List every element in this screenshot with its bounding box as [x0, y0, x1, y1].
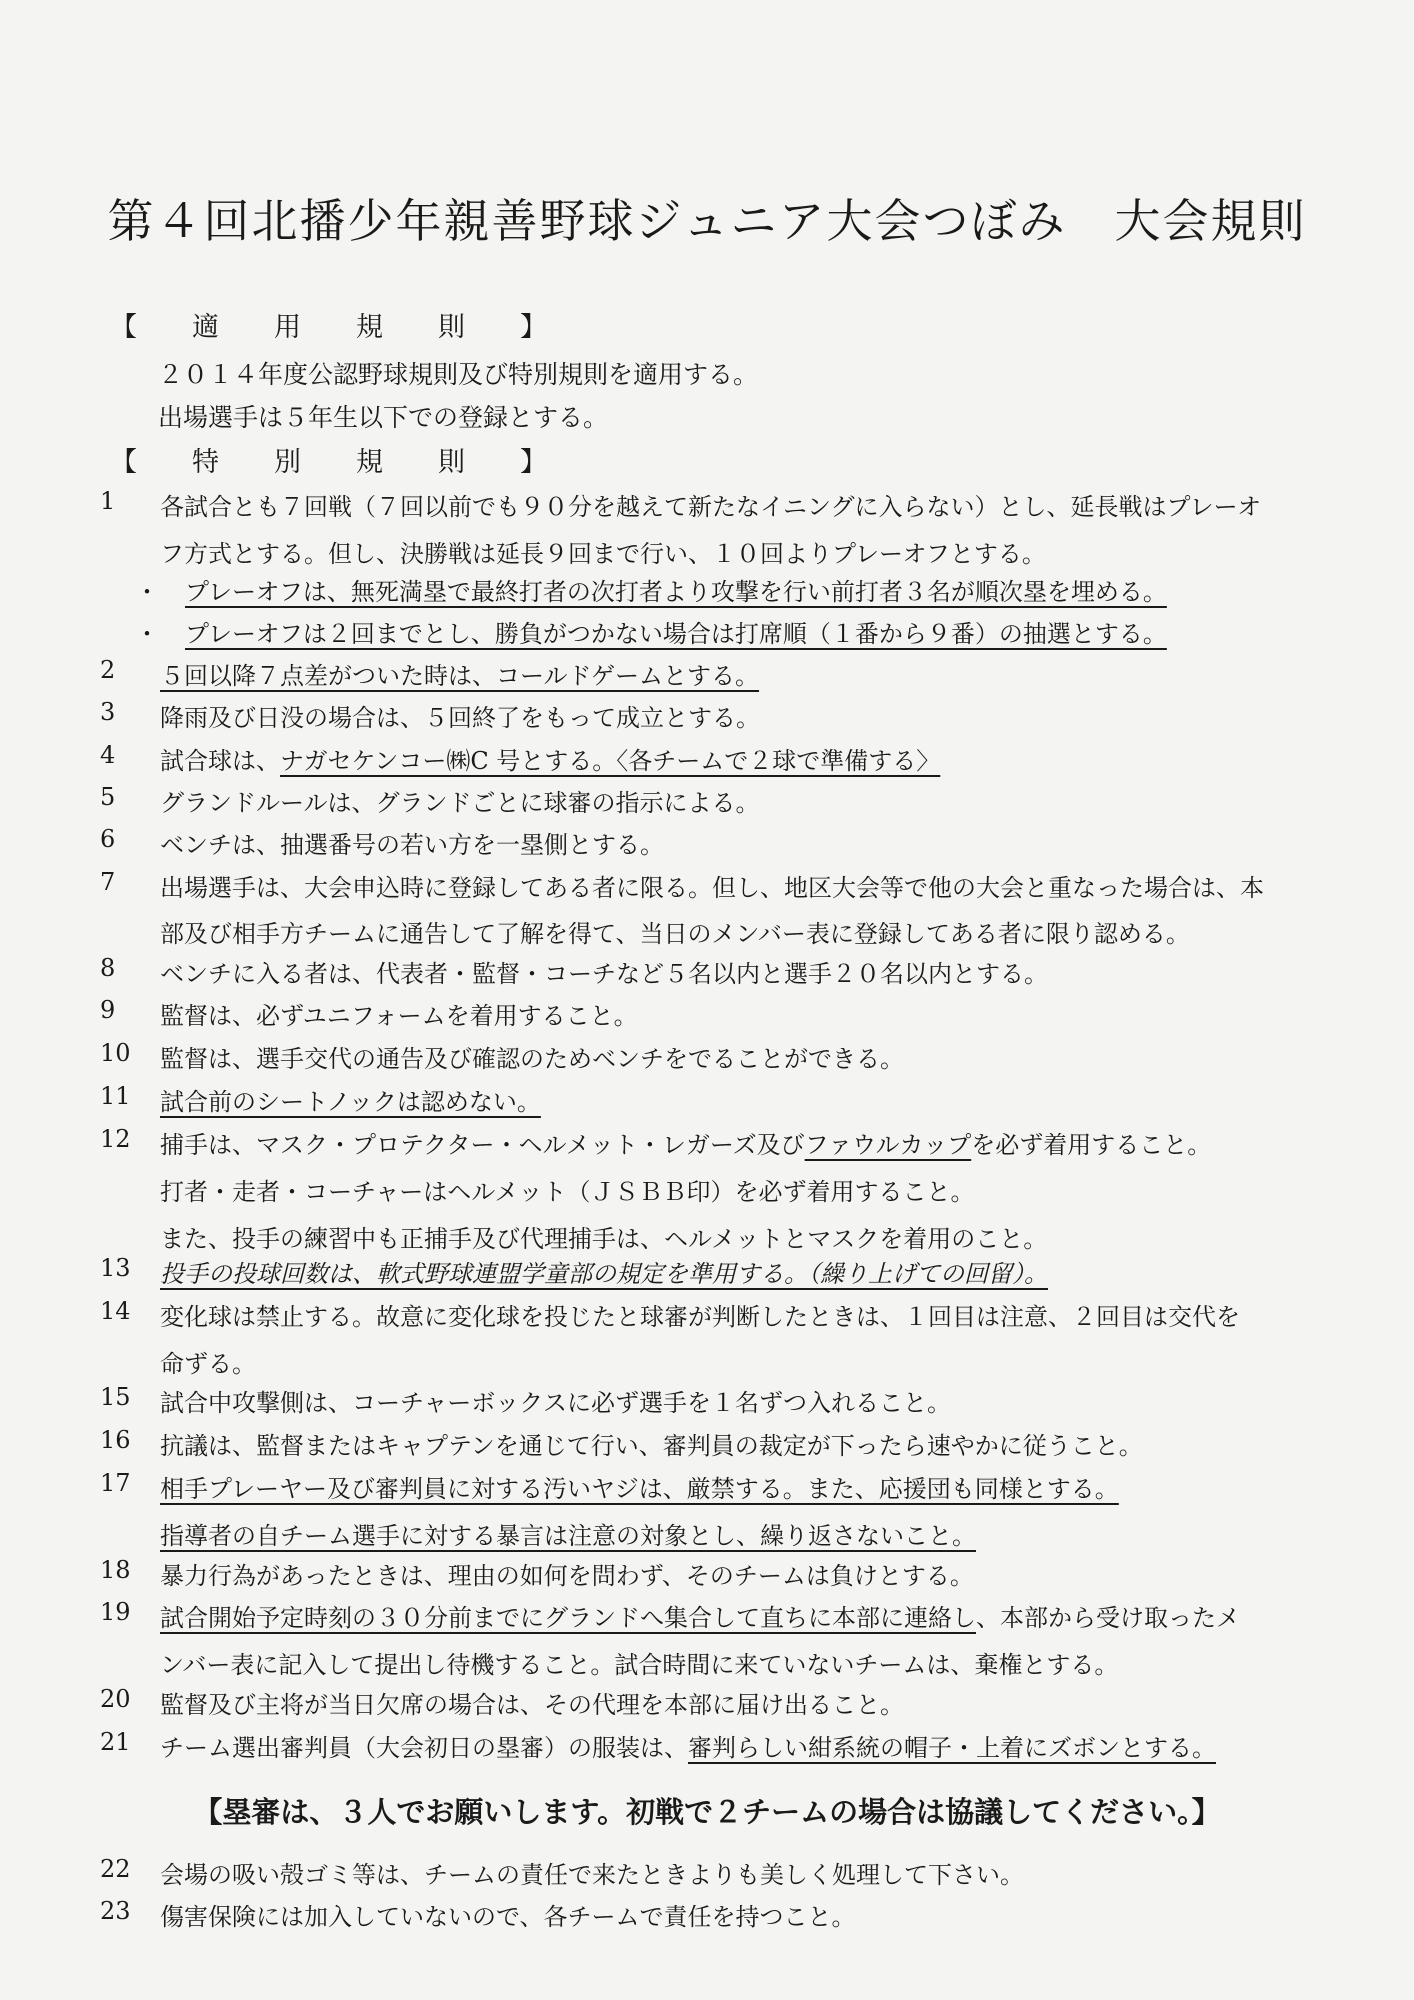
rule-subitem: [135, 572, 1167, 607]
rule-text: [160, 741, 940, 776]
umpire-notice: 【塁審は、３人でお願いします。初戦で２チームの場合は協議してください。】: [193, 1795, 1221, 1829]
rule-text-part: を必ず着用すること。: [971, 1131, 1212, 1159]
rule-text-part: 試合球は、: [160, 747, 280, 775]
rule-number: 7: [100, 868, 116, 896]
rule-item: [100, 1728, 1350, 1763]
rule-number: 19: [100, 1598, 131, 1626]
rule-text: 暴力行為があったときは、理由の如何を問わず、そのチームは負けとする。: [160, 1562, 974, 1590]
rule-line: 変化球は禁止する。故意に変化球を投じたと球審が判断したときは、１回目は注意、２回目は交代を: [160, 1303, 1240, 1331]
applicable-rule-line: ２０１４年度公認野球規則及び特別規則を適用する。: [158, 360, 759, 389]
rule-text: [160, 1728, 1216, 1763]
rule-item: [100, 656, 1350, 691]
rule-item: [100, 868, 1350, 949]
rule-number: 6: [100, 825, 116, 853]
applicable-rules-heading: 【 適 用 規 則 】: [110, 312, 561, 343]
rule-number: 4: [100, 741, 116, 769]
rule-number: 15: [100, 1383, 131, 1411]
rule-number: 14: [100, 1297, 131, 1325]
applicable-rule-line: 出場選手は５年生以下での登録とする。: [158, 403, 609, 432]
rule-number: 3: [100, 698, 116, 726]
rule-number: 5: [100, 783, 116, 811]
rule-number: 17: [100, 1469, 131, 1497]
rule-item: [100, 1556, 1350, 1591]
rule-number: 13: [100, 1254, 131, 1282]
rule-text: 傷害保険には加入していないので、各チームで責任を持つこと。: [160, 1903, 856, 1931]
rule-text: [160, 1469, 1119, 1551]
rule-number: 16: [100, 1426, 131, 1454]
rule-text: ５回以降７点差がついた時は、コールドゲームとする。: [160, 662, 760, 690]
rule-text: 投手の投球回数は、軟式野球連盟学童部の規定を準用する。（繰り上げての回留）。: [160, 1260, 1048, 1288]
rule-line: フ方式とする。但し、決勝戦は延長９回まで行い、１０回よりプレーオフとする。: [160, 540, 1046, 568]
rule-text-underlined: 試合開始予定時刻の３０分前までにグランドへ集合して直ちに本部に連絡し: [160, 1604, 976, 1632]
rule-text-underlined: ファウルカップ: [804, 1131, 972, 1159]
rule-item: [100, 1855, 1350, 1890]
rule-item: [100, 1383, 1350, 1418]
rule-text: 監督は、選手交代の通告及び確認のためベンチをでることができる。: [160, 1045, 904, 1073]
rule-text: 監督及び主将が当日欠席の場合は、その代理を本部に届け出ること。: [160, 1691, 904, 1719]
bullet: ・: [135, 620, 159, 648]
rule-text: [160, 1125, 1211, 1254]
rule-item: [100, 954, 1350, 989]
rule-text-underlined: ナガセケンコー㈱C 号とする。〈各チームで２球で準備する〉: [280, 747, 941, 775]
rule-line: 打者・走者・コーチャーはヘルメット（ＪＳＢＢ印）を必ず着用すること。: [160, 1178, 975, 1206]
rule-text-part: 捕手は、マスク・プロテクター・ヘルメット・レガーズ及び: [160, 1131, 805, 1159]
rule-text-underlined: 審判らしい紺系統の帽子・上着にズボンとする。: [688, 1734, 1216, 1762]
rule-text: [160, 1297, 1240, 1379]
rule-text: 試合中攻撃側は、コーチャーボックスに必ず選手を１名ずつ入れること。: [160, 1389, 952, 1417]
rule-text: ベンチに入る者は、代表者・監督・コーチなど５名以内と選手２０名以内とする。: [160, 960, 1048, 988]
rule-line: また、投手の練習中も正捕手及び代理捕手は、ヘルメットとマスクを着用のこと。: [160, 1225, 1048, 1253]
rule-item: [100, 783, 1350, 818]
rule-text: [160, 487, 1261, 569]
rule-number: 10: [100, 1039, 131, 1067]
rule-number: 8: [100, 954, 116, 982]
rule-text-part: 、本部から受け取ったメ: [976, 1604, 1240, 1632]
rule-number: 9: [100, 996, 116, 1024]
rule-item: [100, 1598, 1350, 1680]
rule-item: [100, 1469, 1350, 1551]
rule-number: 1: [100, 487, 116, 515]
rule-number: 20: [100, 1685, 131, 1713]
rule-line: 部及び相手方チームに通告して了解を得て、当日のメンバー表に登録してある者に限り認める。: [160, 920, 1190, 948]
rule-text: 抗議は、監督またはキャプテンを通じて行い、審判員の裁定が下ったら速やかに従うこと。: [160, 1432, 1143, 1460]
rule-text: [160, 868, 1264, 949]
rule-item: [100, 1039, 1350, 1074]
rule-item: [100, 1297, 1350, 1379]
rule-line: 相手プレーヤー及び審判員に対する汚いヤジは、厳禁する。また、応援団も同様とする。: [160, 1475, 1119, 1503]
rule-item: [100, 741, 1350, 776]
rule-item: [100, 1426, 1350, 1461]
rule-text-part: チーム選出審判員（大会初日の塁審）の服装は、: [160, 1734, 688, 1762]
rule-line: 命ずる。: [160, 1350, 256, 1378]
rule-number: 22: [100, 1855, 131, 1883]
rule-text: グランドルールは、グランドごとに球審の指示による。: [160, 789, 760, 817]
rule-item: [100, 825, 1350, 860]
rule-text: 降雨及び日没の場合は、５回終了をもって成立とする。: [160, 704, 760, 732]
rule-item: [100, 1254, 1350, 1289]
rule-item: [100, 1125, 1350, 1254]
rule-line: 各試合とも７回戦（７回以前でも９０分を越えて新たなイニングに入らない）とし、延長戦はプレーオ: [160, 493, 1262, 521]
rule-item: [100, 1082, 1350, 1117]
rule-number: 18: [100, 1556, 131, 1584]
rule-text: 試合前のシートノックは認めない。: [160, 1088, 541, 1116]
rule-text: [160, 1598, 1240, 1680]
rule-line: ンバー表に記入して提出し待機すること。試合時間に来ていないチームは、棄権とする。: [160, 1651, 1119, 1679]
rule-line: 出場選手は、大会申込時に登録してある者に限る。但し、地区大会等で他の大会と重なった場合は、本: [160, 874, 1264, 902]
document-title: 第４回北播少年親善野球ジュニア大会つぼみ 大会規則: [107, 194, 1307, 248]
rule-text: プレーオフは、無死満塁で最終打者の次打者より攻撃を行い前打者３名が順次塁を埋める。: [185, 578, 1167, 606]
rule-number: 2: [100, 656, 116, 684]
bullet: ・: [135, 578, 159, 606]
rule-number: 12: [100, 1125, 131, 1153]
rule-number: 21: [100, 1728, 131, 1756]
rule-item: [100, 487, 1350, 569]
rule-number: 23: [100, 1897, 131, 1925]
special-rules-heading: 【 特 別 規 則 】: [110, 447, 561, 478]
rule-text: プレーオフは２回までとし、勝負がつかない場合は打席順（１番から９番）の抽選とする。: [185, 620, 1167, 648]
rule-subitem: [135, 614, 1167, 649]
rule-text: 会場の吸い殻ゴミ等は、チームの責任で来たときよりも美しく処理して下さい。: [160, 1861, 1024, 1889]
rule-item: [100, 698, 1350, 733]
rule-number: 11: [100, 1082, 131, 1110]
rule-text: 監督は、必ずユニフォームを着用すること。: [160, 1002, 638, 1030]
rule-item: [100, 1685, 1350, 1720]
rule-text: ベンチは、抽選番号の若い方を一塁側とする。: [160, 831, 664, 859]
rule-item: [100, 1897, 1350, 1932]
rule-line: 指導者の自チーム選手に対する暴言は注意の対象とし、繰り返さないこと。: [160, 1522, 976, 1550]
rule-item: [100, 996, 1350, 1031]
